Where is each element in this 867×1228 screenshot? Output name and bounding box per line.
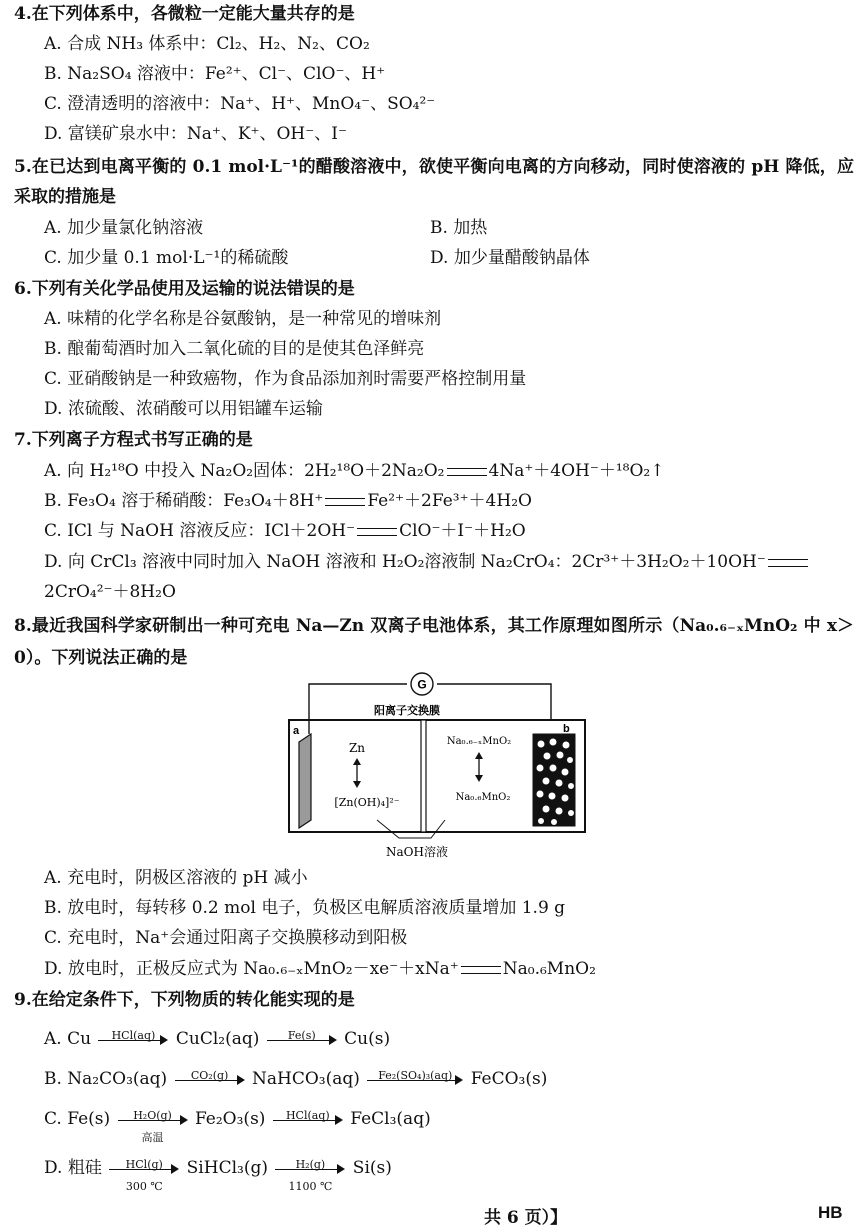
q6-option-b: B. 酿葡萄酒时加入二氧化硫的目的是使其色泽鲜亮 [44,339,425,359]
q5-option-a: A. 加少量氯化钠溶液 [44,218,204,238]
q9-b-middle: NaHCO₃(aq) [251,1069,360,1089]
circuit-wire-right [437,684,551,720]
q9-option-b [44,1067,547,1092]
reaction-arrow [116,1108,190,1144]
q7-c-right: ClO⁻＋I⁻＋H₂O [399,521,526,541]
q9-d-start: D. 粗硅 [44,1158,102,1178]
reaction-arrow [96,1028,170,1052]
reaction-arrow [173,1068,247,1092]
q9-b-start: B. Na₂CO₃(aq) [44,1069,168,1089]
q7-option-b [44,489,532,513]
q7-option-c [44,519,526,543]
q7-option-d [44,550,810,574]
q9-c-end: FeCl₃(aq) [350,1109,431,1129]
electrode-a [299,734,311,828]
q8-stem: 8.最近我国科学家研制出一种可充电 Na—Zn 双离子电池体系，其工作原理如图所示（Na₀.₆₋ₓMnO₂ 中 x＞0）。下列说法正确的是 [14,616,854,668]
q9-d-middle: SiHCl₃(g) [186,1158,268,1178]
q6-option-d: D. 浓硫酸、浓硝酸可以用铝罐车运输 [44,399,323,419]
q4-option-d: D. 富镁矿泉水中：Na⁺、K⁺、OH⁻、I⁻ [44,124,347,144]
q7-a-right: 4Na⁺＋4OH⁻＋¹⁸O₂↑ [488,461,665,481]
q6-option-a: A. 味精的化学名称是谷氨酸钠，是一种常见的增味剂 [44,309,442,329]
reaction-condition: 1100 ℃ [288,1179,333,1193]
q9-b-end: FeCO₃(s) [470,1069,548,1089]
q7-stem: 7.下列离子方程式书写正确的是 [14,430,253,450]
reaction-condition: 高温 [141,1130,164,1144]
q9-a-start: A. Cu [44,1029,92,1049]
q8-option-c: C. 充电时，Na⁺会通过阳离子交换膜移动到阳极 [44,928,408,948]
reaction-arrow [107,1157,181,1193]
reaction-reagent: CO₂(g) [190,1068,229,1082]
q4-stem: 4.在下列体系中，各微粒一定能大量共存的是 [14,4,355,24]
reaction-arrow [365,1068,465,1092]
q7-b-right: Fe²⁺＋2Fe³⁺＋4H₂O [367,491,532,511]
q4-option-b: B. Na₂SO₄ 溶液中：Fe²⁺、Cl⁻、ClO⁻、H⁺ [44,64,386,84]
reaction-arrow [271,1108,345,1132]
q5-option-d: D. 加少量醋酸钠晶体 [430,248,590,268]
q8-d-left: D. 放电时，正极反应式为 Na₀.₆₋ₓMnO₂－xe⁻＋xNa⁺ [44,959,459,979]
solution-label: NaOH溶液 [386,845,448,859]
q9-option-c [44,1107,431,1144]
equals-sign [768,559,808,567]
q4-option-c: C. 澄清透明的溶液中：Na⁺、H⁺、MnO₄⁻、SO₄²⁻ [44,94,436,114]
reaction-reagent: HCl(aq) [111,1028,156,1042]
q9-stem: 9.在给定条件下，下列物质的转化能实现的是 [14,990,355,1010]
q7-option-a [44,459,664,483]
battery-diagram [287,672,593,864]
reaction-arrow [273,1157,347,1193]
equals-sign [357,528,397,536]
q9-a-middle: CuCl₂(aq) [175,1029,260,1049]
reaction-condition: 300 ℃ [125,1179,163,1193]
right-species-bottom: Na₀.₆MnO₂ [455,792,511,803]
q7-option-d-cont: 2CrO₄²⁻＋8H₂O [44,582,176,602]
equals-sign [447,468,487,476]
q9-a-end: Cu(s) [344,1029,391,1049]
electrode-a-label: a [293,725,300,737]
reaction-reagent: HCl(aq) [285,1108,330,1122]
q7-c-left: C. ICl 与 NaOH 溶液反应：ICl＋2OH⁻ [44,521,356,541]
q5-stem: 5.在已达到电离平衡的 0.1 mol·L⁻¹的醋酸溶液中，欲使平衡向电离的方向移动，同时使溶液的 pH 降低，应采取的措施是 [14,157,854,207]
page-count-footer: 共 6 页）】 [484,1208,568,1228]
electrode-b-label: b [563,723,570,735]
q8-option-b: B. 放电时，每转移 0.2 mol 电子，负极区电解质溶液质量增加 1.9 g [44,898,566,918]
left-species-bottom: [Zn(OH)₄]²⁻ [334,796,400,809]
q7-b-left: B. Fe₃O₄ 溶于稀硝酸：Fe₃O₄＋8H⁺ [44,491,324,511]
reaction-reagent: Fe₂(SO₄)₃(aq) [378,1068,453,1082]
equals-sign [461,966,501,974]
q9-option-a [44,1027,390,1052]
reaction-reagent: Fe(s) [287,1028,316,1042]
galvanometer-label: G [417,677,427,692]
q9-option-d [44,1156,392,1193]
q8-option-d [44,957,596,981]
right-species-top: Na₀.₆₋ₓMnO₂ [446,736,512,747]
exam-code: HB [818,1203,843,1222]
cation-exchange-membrane [421,720,426,832]
q9-c-start: C. Fe(s) [44,1109,111,1129]
q8-option-a: A. 充电时，阴极区溶液的 pH 减小 [44,868,308,888]
q7-a-left: A. 向 H₂¹⁸O 中投入 Na₂O₂固体：2H₂¹⁸O＋2Na₂O₂ [44,461,445,481]
membrane-label: 阳离子交换膜 [374,704,440,717]
reaction-arrow [265,1028,339,1052]
q6-stem: 6.下列有关化学品使用及运输的说法错误的是 [14,279,355,299]
reaction-reagent: HCl(g) [125,1157,163,1171]
q5-option-b: B. 加热 [430,218,488,238]
q9-c-middle: Fe₂O₃(s) [194,1109,266,1129]
left-species-top: Zn [348,741,366,755]
q6-option-c: C. 亚硝酸钠是一种致癌物，作为食品添加剂时需要严格控制用量 [44,369,527,389]
q8-d-right: Na₀.₆MnO₂ [502,959,596,979]
q5-option-c: C. 加少量 0.1 mol·L⁻¹的稀硫酸 [44,248,289,268]
q7-d-left: D. 向 CrCl₃ 溶液中同时加入 NaOH 溶液和 H₂O₂溶液制 Na₂CrO₄：2Cr³⁺＋3H₂O₂＋10OH⁻ [44,552,766,572]
q4-option-a: A. 合成 NH₃ 体系中：Cl₂、H₂、N₂、CO₂ [44,34,370,54]
reaction-reagent: H₂(g) [295,1157,326,1171]
q9-d-end: Si(s) [352,1158,392,1178]
equals-sign [325,498,365,506]
reaction-reagent: H₂O(g) [133,1108,172,1122]
